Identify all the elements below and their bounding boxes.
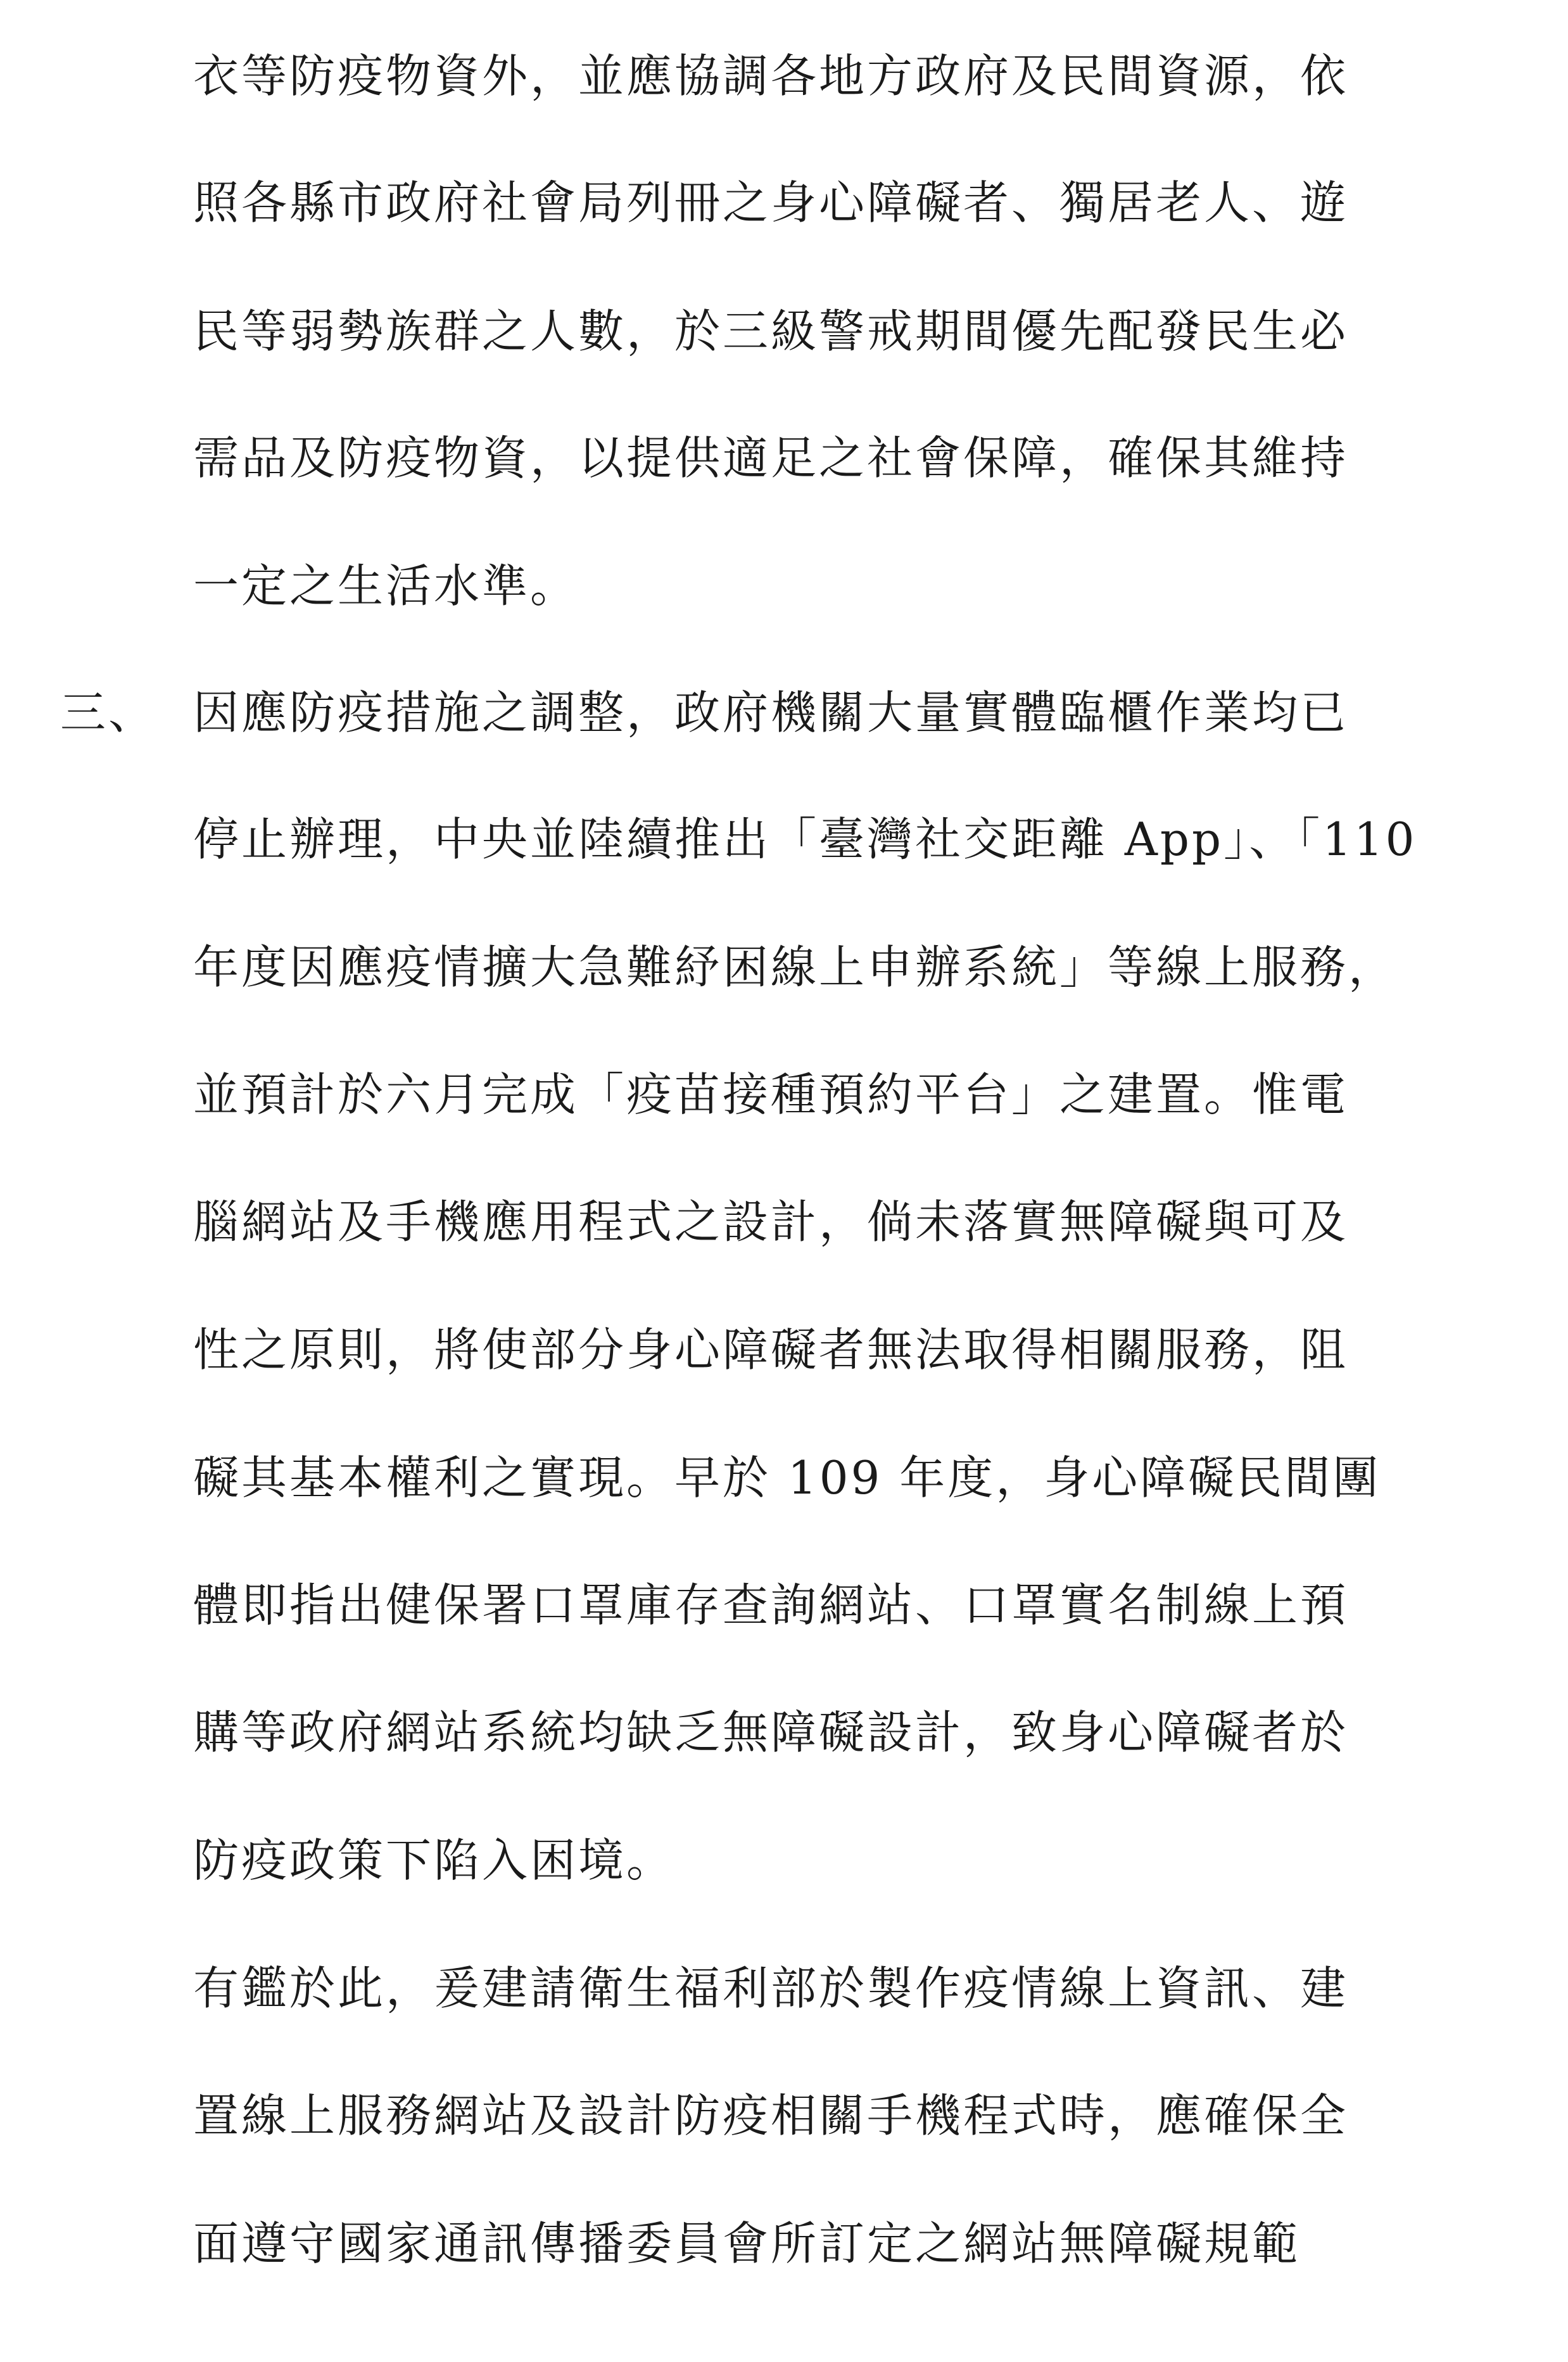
paragraph-line: 衣等防疫物資外，並應協調各地方政府及民間資源，依 [193, 49, 1349, 103]
paragraph-line: 礙其基本權利之實現。早於 109 年度，身心障礙民間團 [193, 1451, 1381, 1504]
paragraph-line: 體即指出健保署口罩庫存查詢網站、口罩實名制線上預 [193, 1578, 1349, 1632]
paragraph-line: 因應防疫措施之調整，政府機關大量實體臨櫃作業均已 [193, 686, 1349, 739]
paragraph-line: 防疫政策下陷入困境。 [193, 1834, 675, 1887]
paragraph-line: 性之原則，將使部分身心障礙者無法取得相關服務，阻 [193, 1323, 1349, 1376]
section-number: 三、 [60, 686, 157, 739]
paragraph-line: 腦網站及手機應用程式之設計，倘未落實無障礙與可及 [193, 1195, 1349, 1248]
paragraph-line: 面遵守國家通訊傳播委員會所訂定之網站無障礙規範 [193, 2217, 1301, 2270]
paragraph-line: 置線上服務網站及設計防疫相關手機程式時，應確保全 [193, 2089, 1349, 2142]
paragraph-line: 有鑑於此，爰建請衛生福利部於製作疫情線上資訊、建 [193, 1962, 1349, 2015]
paragraph-line: 購等政府網站系統均缺乏無障礙設計，致身心障礙者於 [193, 1706, 1349, 1759]
paragraph-line: 需品及防疫物資，以提供適足之社會保障，確保其維持 [193, 431, 1349, 485]
paragraph-line: 照各縣市政府社會局列冊之身心障礙者、獨居老人、遊 [193, 176, 1349, 229]
paragraph-line: 一定之生活水準。 [193, 559, 579, 613]
paragraph-line: 年度因應疫情擴大急難紓困線上申辦系統」等線上服務， [193, 941, 1397, 994]
paragraph-line: 民等弱勢族群之人數，於三級警戒期間優先配發民生必 [193, 305, 1349, 358]
paragraph-line: 停止辦理，中央並陸續推出「臺灣社交距離 App」、「110 [193, 813, 1417, 866]
paragraph-line: 並預計於六月完成「疫苗接種預約平台」之建置。惟電 [193, 1068, 1349, 1121]
